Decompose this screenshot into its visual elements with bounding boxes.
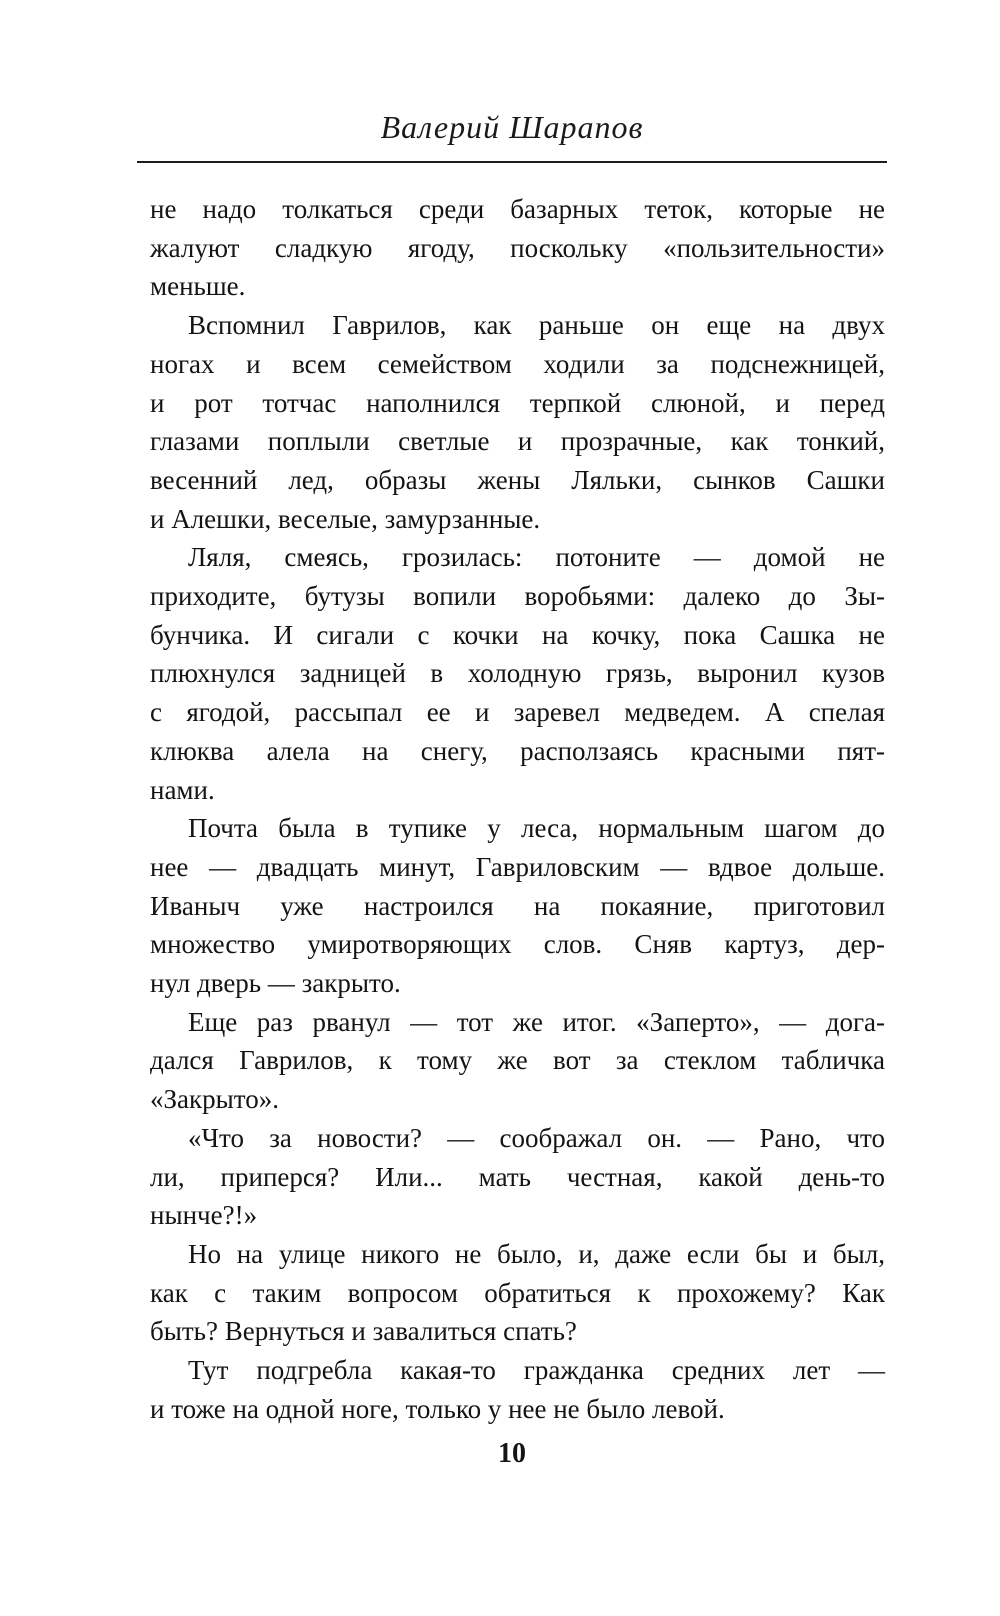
text-line: не надо толкаться среди базарных теток, которые не xyxy=(150,194,885,224)
text-line: ли, приперся? Или... мать честная, какой день-то xyxy=(150,1161,885,1192)
text-line: Почта была в тупике у леса, нормальным шагом до xyxy=(188,813,885,844)
text-line: быть? Вернуться и завалиться спать? xyxy=(150,1316,577,1347)
text-line: нее — двадцать минут, Гавриловским — вдвое дольше. xyxy=(150,851,885,882)
text-line: и рот тотчас наполнился терпкой слюной, и перед xyxy=(150,387,885,418)
text-line: Но на улице никого не было, и, даже если бы и был, xyxy=(188,1238,885,1269)
text-line: жалуют сладкую ягоду, поскольку «пользительности» xyxy=(150,232,885,263)
paragraph xyxy=(150,1119,885,1235)
text-line: глазами поплыли светлые и прозрачные, как тонкий, xyxy=(150,426,885,457)
text-line: Еще раз рванул — тот же итог. «Заперто», — дога- xyxy=(188,1006,885,1037)
text-line: клюква алела на снегу, расползаясь красными пят- xyxy=(150,735,885,766)
text-line: и тоже на одной ноге, только у нее не было левой. xyxy=(150,1393,725,1424)
text-line: Ляля, смеясь, грозилась: потоните — домой не xyxy=(188,542,885,573)
paragraph xyxy=(150,1235,885,1351)
text-line: плюхнулся задницей в холодную грязь, выронил кузов xyxy=(150,658,885,689)
paragraph xyxy=(150,306,885,538)
text-line: нами. xyxy=(150,774,215,805)
text-line: и Алешки, веселые, замурзанные. xyxy=(150,503,541,534)
paragraph xyxy=(150,809,885,1003)
text-line: Иваныч уже настроился на покаяние, приготовил xyxy=(150,890,885,921)
text-line: бунчика. И сигали с кочки на кочку, пока Сашка не xyxy=(150,619,885,650)
text-line: как с таким вопросом обратиться к прохожему? Как xyxy=(150,1277,885,1308)
running-header xyxy=(137,108,887,146)
page-number: 10 xyxy=(498,1438,526,1469)
text-line: весенний лед, образы жены Ляльки, сынков Сашки xyxy=(150,464,885,495)
text-line: приходите, бутузы вопили воробьями: далеко до Зы- xyxy=(150,581,885,612)
paragraph xyxy=(150,1003,885,1119)
text-line: с ягодой, рассыпал ее и заревел медведем. А спелая xyxy=(150,697,885,728)
paragraph xyxy=(150,190,885,306)
text-line: дался Гаврилов, к тому же вот за стеклом табличка xyxy=(150,1045,885,1076)
text-line: нул дверь — закрыто. xyxy=(150,968,401,999)
text-line: множество умиротворяющих слов. Сняв картуз, дер- xyxy=(150,929,885,960)
text-line: меньше. xyxy=(150,271,246,302)
text-line: нынче?!» xyxy=(150,1200,258,1231)
paragraph xyxy=(150,1351,885,1428)
text-line: Вспомнил Гаврилов, как раньше он еще на двух xyxy=(188,310,885,341)
text-line: ногах и всем семейством ходили за подснежницей, xyxy=(150,348,885,379)
text-line: Тут подгребла какая-то гражданка средних лет — xyxy=(188,1355,885,1386)
text-block xyxy=(150,190,885,1429)
header-rule xyxy=(137,161,887,163)
author-name: Валерий Шарапов xyxy=(380,109,644,145)
text-line: «Закрыто». xyxy=(150,1084,279,1115)
text-line: «Что за новости? — соображал он. — Рано, что xyxy=(188,1122,885,1153)
paragraph xyxy=(150,538,885,809)
